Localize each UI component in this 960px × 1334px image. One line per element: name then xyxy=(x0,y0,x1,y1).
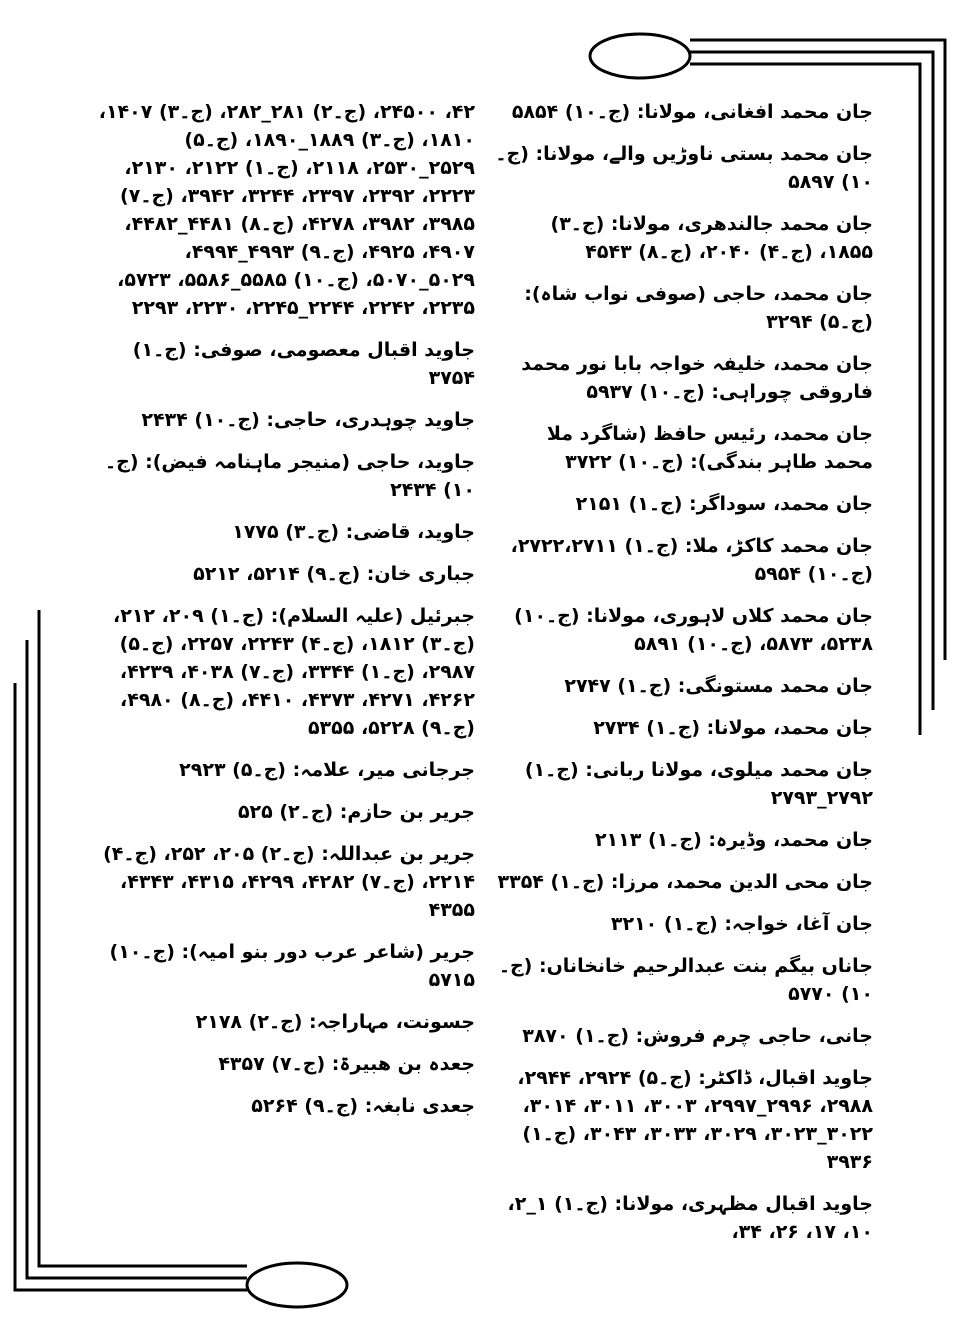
index-entry: جان محمد میلوی، مولانا ربانی: (ج۔۱) ۲۷۹۲_۲۷۹۳ xyxy=(524,759,873,809)
index-entry: جریر (شاعر عرب دور بنو امیہ): (ج۔۱۰) ۵۷۱۵ xyxy=(109,941,475,991)
index-entry: جاناں بیگم بنت عبدالرحیم خانخاناں: (ج۔۱۰) ۵۷۷۰ xyxy=(498,955,873,1005)
index-entry: جاوید چوہدری، حاجی: (ج۔۱۰) ۲۴۳۴ xyxy=(141,409,475,431)
index-entry: جاوید اقبال، ڈاکٹر: (ج۔۵) ۲۹۲۴، ۲۹۴۴، ۲۹۸۸، ۲۹۹۶_۲۹۹۷، ۳۰۰۳، ۳۰۱۱، ۳۰۱۴، ۳۰۲۲_۳۰۲۳، ۳۰۲۹، ۳۰۳۳، ۳۰۴۳، (ج۔۱) ۳۹۳۶ xyxy=(517,1067,873,1173)
index-entry: جان محمد، خلیفہ خواجہ بابا نور محمد فاروقی چوراہی: (ج۔۱۰) ۵۹۳۷ xyxy=(521,353,873,403)
top-ornament-oval xyxy=(590,34,690,78)
index-entry: جعدی نابغہ: (ج۔۹) ۵۲۶۴ xyxy=(251,1095,475,1117)
index-entry: جان محمد مستونگی: (ج۔۱) ۲۷۴۷ xyxy=(564,675,873,697)
index-entry: جبرئیل (علیہ السلام): (ج۔۱) ۲۰۹، ۲۱۲، (ج۔۳) ۱۸۱۲، (ج۔۴) ۲۲۴۳، ۲۲۵۷، (ج۔۵) ۲۹۸۷، (ج۔۱) ۳۳۴۴، (ج۔۷) ۴۰۳۸، ۴۲۳۹، ۴۲۶۲، ۴۲۷۱، ۴۳۷۳، ۴۴۱۰، (ج۔۸) ۴۹۸۰، (ج۔۹) ۵۲۲۸، ۵۳۵۵ xyxy=(113,605,475,739)
index-entry: جباری خان: (ج۔۹) ۵۲۱۴، ۵۲۱۲ xyxy=(193,563,475,585)
index-entry: جان محمد، سوداگر: (ج۔۱) ۲۱۵۱ xyxy=(575,493,873,515)
right-column xyxy=(493,98,873,1260)
index-entry: جان آغا، خواجہ: (ج۔۱) ۳۲۱۰ xyxy=(610,913,873,935)
index-entry: جان محمد، مولانا: (ج۔۱) ۲۷۳۴ xyxy=(593,717,873,739)
index-entry: جریر بن حازم: (ج۔۲) ۵۲۵ xyxy=(237,801,475,823)
index-entry: جان محمد کاکڑ، ملا: (ج۔۱) ۲۷۲۲،۲۷۱۱، (ج۔۱۰) ۵۹۵۴ xyxy=(510,535,873,585)
index-entry: جان محمد، حاجی (صوفی نواب شاہ): (ج۔۵) ۳۲۹۴ xyxy=(524,283,873,333)
index-entry: جانی، حاجی چرم فروش: (ج۔۱) ۳۸۷۰ xyxy=(522,1025,873,1047)
bottom-ornament-oval xyxy=(247,1263,347,1307)
index-entry: جان محمد، وڈیرہ: (ج۔۱) ۲۱۱۳ xyxy=(594,829,873,851)
left-column xyxy=(85,98,475,1134)
index-entry: ۴۲، ۲۴۵۰۰، (ج۔۲) ۲۸۱_۲۸۲، (ج۔۳) ۱۴۰۷، ۱۸۱۰، (ج۔۳) ۱۸۸۹_۱۸۹۰، (ج۔۵) ۲۵۲۹_۲۵۳۰، ۲۱۱۸، (ج۔۱) ۲۱۲۲، ۲۱۳۰، ۲۲۲۳، ۲۳۹۲، ۲۳۹۷، ۳۲۴۴، ۳۹۴۲، (ج۔۷) ۳۹۸۵، ۳۹۸۲، ۴۲۷۸، (ج۔۸) ۴۴۸۱_۴۴۸۲، ۴۹۰۷، ۴۹۲۵، (ج۔۹) ۴۹۹۳_۴۹۹۴، ۵۰۲۹_۵۰۷۰، (ج۔۱۰) ۵۵۸۵_۵۵۸۶، ۵۷۲۳، ۲۲۳۵، ۲۲۴۲، ۲۲۴۴_۲۲۴۵، ۲۲۳۰، ۲۲۹۳ xyxy=(98,101,475,319)
index-entry: جان محمد کلاں لاہوری، مولانا: (ج۔۱۰) ۵۲۳۸، ۵۸۷۳، (ج۔۱۰) ۵۸۹۱ xyxy=(514,605,873,655)
index-entry: جرجانی میر، علامہ: (ج۔۵) ۲۹۲۳ xyxy=(179,759,475,781)
index-entry: جسونت، مہاراجہ: (ج۔۲) ۲۱۷۸ xyxy=(195,1011,475,1033)
index-entry: جعدہ بن ھبیرۃ: (ج۔۷) ۴۳۵۷ xyxy=(218,1053,475,1075)
index-entry: جاوید اقبال معصومی، صوفی: (ج۔۱) ۳۷۵۴ xyxy=(132,339,475,389)
index-entry: جاوید اقبال مظہری، مولانا: (ج۔۱) ۱_۲، ۱۰، ۱۷، ۲۶، ۳۴، xyxy=(507,1193,873,1243)
index-entry: جاوید، حاجی (منیجر ماہنامہ فیض): (ج۔۱۰) ۲۴۳۴ xyxy=(105,451,475,501)
index-entry: جان محمد، رئیس حافظ (شاگرد ملا محمد طاہر بندگی): (ج۔۱۰) ۳۷۲۲ xyxy=(546,423,873,473)
index-entry: جان محمد جالندھری، مولانا: (ج۔۳) ۱۸۵۵، (ج۔۴) ۲۰۴۰، (ج۔۸) ۴۵۴۳ xyxy=(550,213,873,263)
index-entry: جاوید، قاضی: (ج۔۳) ۱۷۷۵ xyxy=(232,521,475,543)
index-entry: جان محمد بستی ناوڑیں والے، مولانا: (ج۔۱۰) ۵۸۹۷ xyxy=(495,143,873,193)
index-entry: جان محی الدین محمد، مرزا: (ج۔۱) ۳۳۵۴ xyxy=(497,871,873,893)
index-entry: جان محمد افغانی، مولانا: (ج۔۱۰) ۵۸۵۴ xyxy=(511,101,873,123)
index-entry: جریر بن عبداللہ: (ج۔۲) ۲۰۵، ۲۵۲، (ج۔۴) ۲۲۱۴، (ج۔۷) ۴۲۸۲، ۴۲۹۹، ۴۳۱۵، ۴۳۴۳، ۴۳۵۵ xyxy=(103,843,475,921)
